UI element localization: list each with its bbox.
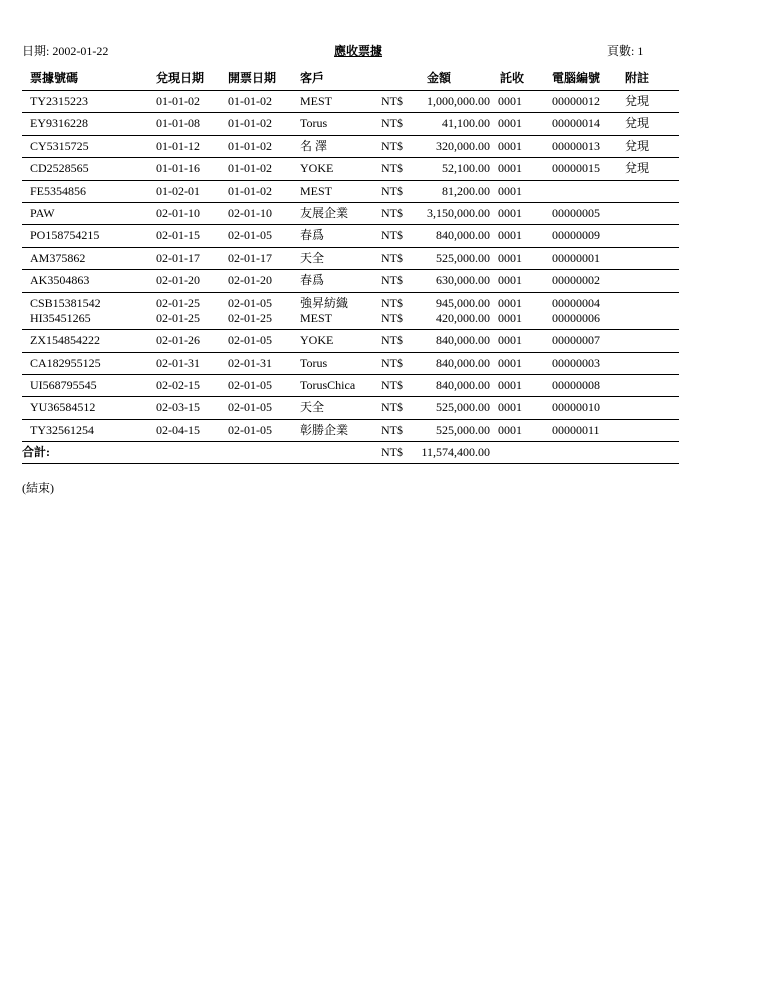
table-row xyxy=(22,330,679,352)
cell-issue-date: 01-01-02 xyxy=(228,116,272,131)
table-row-line xyxy=(22,400,679,415)
cell-customer: MEST xyxy=(300,94,333,108)
cell-recorded: 0001 xyxy=(498,94,522,108)
cell-computer-no: 00000011 xyxy=(552,422,600,437)
cell-computer-no: 00000010 xyxy=(552,400,600,415)
cell-amount: 1,000,000.00 xyxy=(427,94,490,108)
table-row-line xyxy=(22,311,679,326)
cell-issue-date: 02-01-05 xyxy=(228,377,272,392)
cell-customer: 彰勝企業 xyxy=(300,422,349,437)
cell-amount: 52,100.00 xyxy=(442,161,490,176)
cell-due-date: 02-01-15 xyxy=(156,228,200,243)
column-header-amount: 金額 xyxy=(427,71,452,85)
cell-recorded: 0001 xyxy=(498,400,522,415)
cell-computer-no: 00000013 xyxy=(552,138,600,153)
cell-recorded: 0001 xyxy=(498,228,522,243)
cell-issue-date: 01-01-02 xyxy=(228,183,272,198)
cell-note-no: ZX154854222 xyxy=(30,333,100,348)
cell-computer-no: 00000004 xyxy=(552,295,600,310)
column-header-customer: 客戶 xyxy=(300,71,325,85)
table-row-line xyxy=(22,423,679,438)
end-note: (結束) xyxy=(22,481,54,495)
cell-note-no: HI35451265 xyxy=(30,310,91,325)
table-row-line xyxy=(22,333,679,348)
cell-note-no: CD2528565 xyxy=(30,161,89,176)
cell-currency: NT$ xyxy=(381,94,403,108)
cell-currency: NT$ xyxy=(381,422,403,437)
total-amount: 11,574,400.00 xyxy=(421,445,490,460)
cell-due-date: 02-01-31 xyxy=(156,355,200,370)
cell-due-date: 02-01-25 xyxy=(156,295,200,310)
cell-computer-no: 00000012 xyxy=(552,94,600,108)
table-row-line xyxy=(22,116,679,131)
cell-currency: NT$ xyxy=(381,295,403,310)
cell-due-date: 02-01-17 xyxy=(156,250,200,265)
cell-computer-no: 00000007 xyxy=(552,333,600,348)
cell-recorded: 0001 xyxy=(498,183,522,198)
cell-due-date: 02-01-25 xyxy=(156,310,200,325)
cell-due-date: 02-01-10 xyxy=(156,205,200,220)
cell-currency: NT$ xyxy=(381,250,403,265)
cell-recorded: 0001 xyxy=(498,116,522,131)
total-row xyxy=(22,442,679,464)
cell-due-date: 01-02-01 xyxy=(156,183,200,198)
table-row xyxy=(22,270,679,292)
column-header-due-date: 兌現日期 xyxy=(156,71,205,85)
cell-computer-no: 00000014 xyxy=(552,116,600,131)
cell-due-date: 01-01-16 xyxy=(156,161,200,176)
cell-note-no: YU36584512 xyxy=(30,400,96,415)
cell-issue-date: 02-01-05 xyxy=(228,400,272,415)
table-row-line xyxy=(22,228,679,243)
table-header-row xyxy=(22,70,679,91)
cell-recorded: 0001 xyxy=(498,310,522,325)
cell-currency: NT$ xyxy=(381,310,403,325)
cell-customer: 名 澤 xyxy=(300,138,328,153)
table-row-line xyxy=(22,94,679,109)
table-body xyxy=(22,91,679,442)
cell-note-no: CA182955125 xyxy=(30,355,101,370)
table-row xyxy=(22,293,679,331)
cell-remark: 兌現 xyxy=(625,116,650,131)
cell-amount: 525,000.00 xyxy=(436,422,490,437)
table-row-line xyxy=(22,206,679,221)
cell-issue-date: 02-01-31 xyxy=(228,355,272,370)
table-row xyxy=(22,375,679,397)
cell-customer: MEST xyxy=(300,310,333,325)
cell-computer-no: 00000002 xyxy=(552,273,600,288)
table-row xyxy=(22,91,679,113)
cell-note-no: UI568795545 xyxy=(30,377,97,392)
table-row-line xyxy=(22,161,679,176)
table-row-line xyxy=(22,378,679,393)
cell-currency: NT$ xyxy=(381,377,403,392)
table-row xyxy=(22,136,679,158)
table-row xyxy=(22,181,679,203)
cell-note-no: TY2315223 xyxy=(30,94,88,108)
cell-issue-date: 02-01-05 xyxy=(228,422,272,437)
cell-due-date: 02-02-15 xyxy=(156,377,200,392)
cell-customer: YOKE xyxy=(300,161,334,176)
cell-note-no: PAW xyxy=(30,205,55,220)
cell-amount: 630,000.00 xyxy=(436,273,490,288)
column-header-computer-no: 電腦編號 xyxy=(552,71,601,85)
cell-issue-date: 02-01-25 xyxy=(228,310,272,325)
cell-customer: TorusChica xyxy=(300,377,356,392)
cell-due-date: 02-04-15 xyxy=(156,422,200,437)
cell-customer: MEST xyxy=(300,183,333,198)
table-row xyxy=(22,225,679,247)
cell-currency: NT$ xyxy=(381,183,403,198)
cell-due-date: 02-03-15 xyxy=(156,400,200,415)
cell-customer: YOKE xyxy=(300,333,334,348)
cell-customer: 強昇紡織 xyxy=(300,295,349,310)
table-row xyxy=(22,397,679,419)
cell-computer-no: 00000006 xyxy=(552,310,600,325)
cell-recorded: 0001 xyxy=(498,422,522,437)
cell-computer-no: 00000015 xyxy=(552,161,600,176)
cell-computer-no: 00000001 xyxy=(552,250,600,265)
table-row xyxy=(22,158,679,180)
cell-currency: NT$ xyxy=(381,228,403,243)
cell-issue-date: 02-01-05 xyxy=(228,228,272,243)
cell-customer: 春爲 xyxy=(300,228,325,243)
cell-due-date: 02-01-20 xyxy=(156,273,200,288)
cell-note-no: FE5354856 xyxy=(30,183,87,198)
cell-issue-date: 01-01-02 xyxy=(228,94,272,108)
cell-note-no: PO158754215 xyxy=(30,228,100,243)
cell-customer: 天全 xyxy=(300,250,325,265)
cell-due-date: 01-01-08 xyxy=(156,116,200,131)
cell-currency: NT$ xyxy=(381,138,403,153)
cell-recorded: 0001 xyxy=(498,355,522,370)
table-row xyxy=(22,113,679,135)
cell-issue-date: 02-01-05 xyxy=(228,295,272,310)
cell-recorded: 0001 xyxy=(498,250,522,265)
total-label: 合計: xyxy=(22,445,50,460)
cell-recorded: 0001 xyxy=(498,273,522,288)
cell-note-no: TY32561254 xyxy=(30,422,94,437)
cell-currency: NT$ xyxy=(381,400,403,415)
cell-customer: 天全 xyxy=(300,400,325,415)
cell-amount: 420,000.00 xyxy=(436,310,490,325)
cell-issue-date: 01-01-02 xyxy=(228,138,272,153)
cell-note-no: AK3504863 xyxy=(30,273,90,288)
cell-issue-date: 01-01-02 xyxy=(228,161,272,176)
cell-amount: 320,000.00 xyxy=(436,138,490,153)
cell-recorded: 0001 xyxy=(498,138,522,153)
cell-recorded: 0001 xyxy=(498,333,522,348)
cell-remark: 兌現 xyxy=(625,138,650,153)
receivables-table xyxy=(22,70,679,464)
table-row xyxy=(22,353,679,375)
cell-amount: 3,150,000.00 xyxy=(427,205,490,220)
cell-customer: Torus xyxy=(300,116,328,131)
cell-remark: 兌現 xyxy=(625,94,650,108)
cell-amount: 840,000.00 xyxy=(436,377,490,392)
cell-customer: Torus xyxy=(300,355,328,370)
cell-amount: 840,000.00 xyxy=(436,333,490,348)
column-header-recorded: 託收 xyxy=(500,71,525,85)
cell-currency: NT$ xyxy=(381,333,403,348)
table-row xyxy=(22,203,679,225)
cell-recorded: 0001 xyxy=(498,377,522,392)
table-row-line xyxy=(22,184,679,199)
cell-note-no: CY5315725 xyxy=(30,138,89,153)
cell-currency: NT$ xyxy=(381,161,403,176)
table-row-line xyxy=(22,356,679,371)
column-header-note-no: 票據號碼 xyxy=(30,71,79,85)
cell-customer: 友展企業 xyxy=(300,205,349,220)
table-row-line xyxy=(22,139,679,154)
cell-note-no: EY9316228 xyxy=(30,116,88,131)
table-row-line xyxy=(22,251,679,266)
cell-due-date: 01-01-12 xyxy=(156,138,200,153)
cell-amount: 525,000.00 xyxy=(436,400,490,415)
cell-amount: 81,200.00 xyxy=(442,183,490,198)
column-header-issue-date: 開票日期 xyxy=(228,71,277,85)
page-header xyxy=(22,42,662,58)
cell-issue-date: 02-01-10 xyxy=(228,205,272,220)
table-row-line xyxy=(22,273,679,288)
total-currency: NT$ xyxy=(381,445,403,460)
cell-note-no: AM375862 xyxy=(30,250,86,265)
cell-issue-date: 02-01-17 xyxy=(228,250,272,265)
cell-due-date: 01-01-02 xyxy=(156,94,200,108)
cell-computer-no: 00000003 xyxy=(552,355,600,370)
cell-remark: 兌現 xyxy=(625,161,650,176)
table-row xyxy=(22,420,679,442)
cell-computer-no: 00000008 xyxy=(552,377,600,392)
column-header-remark: 附註 xyxy=(625,71,650,85)
cell-currency: NT$ xyxy=(381,116,403,131)
cell-customer: 春爲 xyxy=(300,273,325,288)
report-date: 日期: 2002-01-22 xyxy=(22,44,109,58)
cell-recorded: 0001 xyxy=(498,295,522,310)
cell-issue-date: 02-01-20 xyxy=(228,273,272,288)
cell-recorded: 0001 xyxy=(498,161,522,176)
cell-issue-date: 02-01-05 xyxy=(228,333,272,348)
cell-amount: 945,000.00 xyxy=(436,295,490,310)
cell-amount: 840,000.00 xyxy=(436,355,490,370)
table-row-line xyxy=(22,296,679,311)
cell-currency: NT$ xyxy=(381,273,403,288)
page-number: 頁數: 1 xyxy=(607,44,644,58)
cell-currency: NT$ xyxy=(381,355,403,370)
cell-amount: 525,000.00 xyxy=(436,250,490,265)
table-row xyxy=(22,248,679,270)
cell-recorded: 0001 xyxy=(498,205,522,220)
cell-computer-no: 00000009 xyxy=(552,228,600,243)
report-title: 應收票據 xyxy=(334,44,383,58)
cell-currency: NT$ xyxy=(381,205,403,220)
cell-amount: 840,000.00 xyxy=(436,228,490,243)
cell-due-date: 02-01-26 xyxy=(156,333,200,348)
cell-computer-no: 00000005 xyxy=(552,205,600,220)
cell-note-no: CSB15381542 xyxy=(30,295,101,310)
cell-amount: 41,100.00 xyxy=(442,116,490,131)
